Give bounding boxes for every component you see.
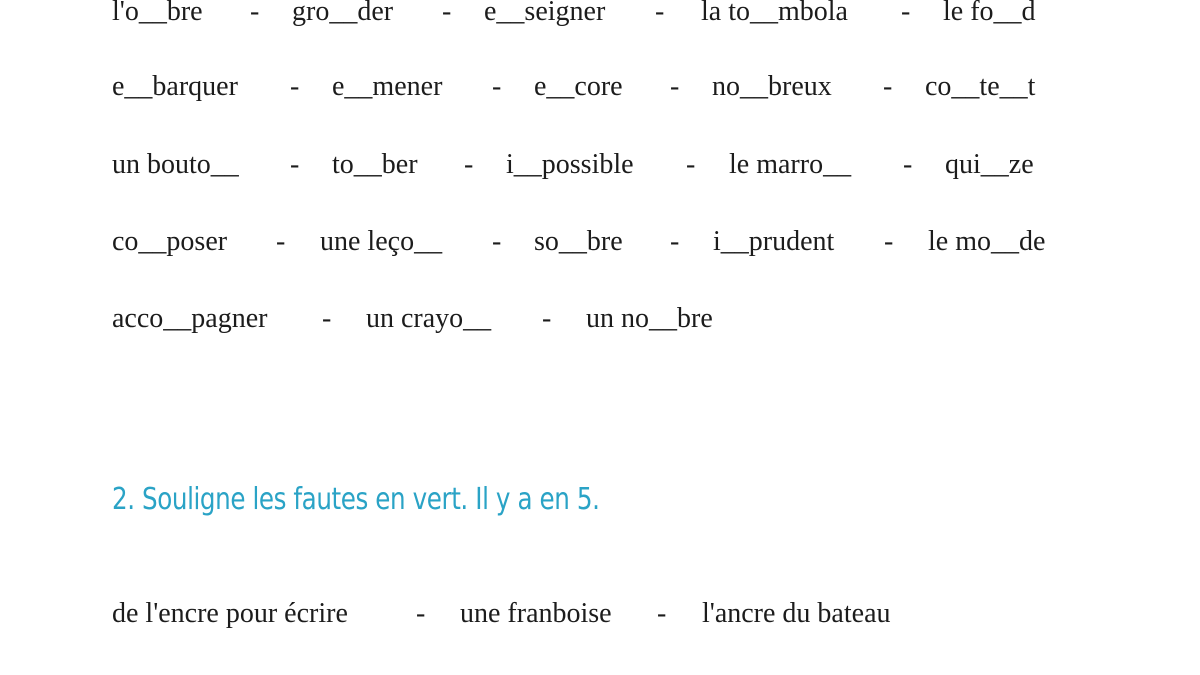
exercise-1-row-5 xyxy=(0,299,1200,339)
separator-dash: - xyxy=(416,598,426,629)
word-item: le marro__ xyxy=(729,149,852,180)
word-item: le mo__de xyxy=(928,226,1046,257)
word-item: co__poser xyxy=(112,226,228,257)
word-item: e__mener xyxy=(332,71,443,102)
separator-dash: - xyxy=(657,598,667,629)
word-item: une leço__ xyxy=(320,226,443,257)
separator-dash: - xyxy=(670,226,680,257)
separator-dash: - xyxy=(883,71,893,102)
word-item: so__bre xyxy=(534,226,623,257)
separator-dash: - xyxy=(655,0,665,27)
word-item: le fo__d xyxy=(943,0,1036,27)
separator-dash: - xyxy=(492,226,502,257)
exercise-2-heading: 2. Souligne les fautes en vert. Il y a en 5. xyxy=(112,482,600,517)
word-item: un bouto__ xyxy=(112,149,239,180)
exercise-1-row-4 xyxy=(0,222,1200,262)
separator-dash: - xyxy=(464,149,474,180)
separator-dash: - xyxy=(442,0,452,27)
word-item: un no__bre xyxy=(586,303,713,334)
exercise-1-row-3 xyxy=(0,145,1200,185)
word-item: de l'encre pour écrire xyxy=(112,598,348,629)
word-item: co__te__t xyxy=(925,71,1036,102)
word-item: e__seigner xyxy=(484,0,606,27)
word-item: no__breux xyxy=(712,71,832,102)
word-item: une franboise xyxy=(460,598,612,629)
word-item: acco__pagner xyxy=(112,303,268,334)
word-item: qui__ze xyxy=(945,149,1034,180)
separator-dash: - xyxy=(290,149,300,180)
word-item: l'ancre du bateau xyxy=(702,598,891,629)
word-item: gro__der xyxy=(292,0,394,27)
separator-dash: - xyxy=(686,149,696,180)
separator-dash: - xyxy=(542,303,552,334)
word-item: i__possible xyxy=(506,149,634,180)
word-item: e__core xyxy=(534,71,623,102)
separator-dash: - xyxy=(290,71,300,102)
separator-dash: - xyxy=(670,71,680,102)
word-item: un crayo__ xyxy=(366,303,492,334)
separator-dash: - xyxy=(322,303,332,334)
separator-dash: - xyxy=(901,0,911,27)
separator-dash: - xyxy=(250,0,260,27)
word-item: l'o__bre xyxy=(112,0,203,27)
word-item: i__prudent xyxy=(713,226,835,257)
exercise-2-row-1 xyxy=(0,594,1200,634)
exercise-1-row-1 xyxy=(0,0,1200,32)
separator-dash: - xyxy=(276,226,286,257)
separator-dash: - xyxy=(884,226,894,257)
word-item: e__barquer xyxy=(112,71,238,102)
separator-dash: - xyxy=(492,71,502,102)
separator-dash: - xyxy=(903,149,913,180)
word-item: la to__mbola xyxy=(701,0,848,27)
exercise-1-row-2 xyxy=(0,67,1200,107)
word-item: to__ber xyxy=(332,149,418,180)
